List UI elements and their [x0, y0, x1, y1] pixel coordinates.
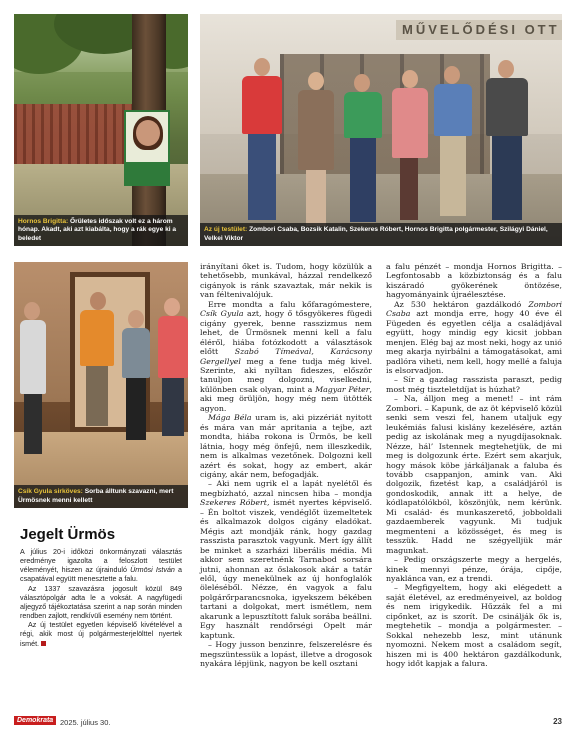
sidebar-paragraph: Az 1337 szavazásra jogosult közül 849 választópolgár adta le a voksát. A nagyfügedi aljegyző tájékoztatása szerint a nap során minden rendben zajlott, rendkívüli esemény nem történt. [20, 584, 182, 621]
caption-label: Az új testület: [204, 226, 248, 234]
article-column-2 [200, 262, 372, 668]
caption-label: Csík Gyula sirköves: [18, 488, 83, 496]
article-paragraph: – Hogy jusson benzinre, felszerelésre és megszüntessük a lopást, illetve a drogosok nyakára lépjünk, nagyon be kell osztani [200, 640, 372, 669]
article-paragraph: – Sír a gazdag rasszista paraszt, pedig most még tiszteletdíjat is húzhat? [386, 375, 562, 394]
article-paragraph: – Megfigyeltem, hogy aki elégedett a saját életével, az eredményeivel, az boldog és nem irigykedik. Hűzzák fel a mi cipőnket, az is szorít. De csinálják ők is, megtehetik – mondja a polgármester. – Sokkal nehezebb lesz, mint utánunk nyomozni. Nekem most a családom segít, hiszen mi is 400 hektáron gazdálkodunk, hogy időt kapjak a falura. [386, 583, 562, 669]
photo-council-group [200, 14, 562, 246]
issue-date: 2025. július 30. [60, 718, 111, 727]
sidebar-box [14, 524, 188, 710]
photo-caption [14, 485, 188, 508]
sidebar-paragraph: Az új testület egyetlen képviselő kivételével a régi, akik most új polgármesterjelölttel nyertek ismét. [20, 621, 182, 648]
caption-text: Zombori Csaba, Bozsik Katalin, Szekeres Róbert, Hornos Brigitta polgármester, Szilágyi Dániel, Velkei Viktor [204, 226, 548, 242]
end-mark-icon [41, 641, 46, 646]
caption-text: Őrületes időszak volt ez a három hónap. Akadt, aki azt kiabálta, hogy a rák egye ki a beledet [18, 217, 177, 242]
sidebar-title: Jegelt Ürmös [20, 526, 116, 543]
article-column-3 [386, 262, 562, 668]
article-paragraph: Erre mondta a falu kőfaragómestere, Csík Gyula azt, hogy ő tősgyökeres fügedi cigány gyerek, benne rasszizmus nem lehet, de Ürmösnek menni kell a falu éléről, hiába fotózkodott a választások előtt Szabó Tímeával, Karácsony Gergellyel meg a fene tudja még kivel. Szerinte, aki nyíltan fideszes, először tanuljon meg dolgozni, viselkedni, különben csak olyan, mint a Magyar Péter, aki meg örüljön, hogy még nem ütötték agyon. [200, 299, 373, 413]
article-paragraph: a falu pénzét – mondja Hornos Brigitta. – Legfontosabb a közbiztonság és a falu kiszáradó gyökerének öntözése, hagyományaink újraélesztése. [386, 262, 562, 300]
article-paragraph: irányítani őket is. Tudom, hogy közülük a tehetősebb, munkával, házzal rendelkező cigányok is ránk szavaztak, már nekik is van féltenivalójuk. [200, 262, 372, 300]
article-paragraph: – Aki nem ugrik el a lapát nyelétől és megbízható, azzal nincsen hiba – mondja Szekeres Róbert, ismét nyertes képviselő. – Én boltot viszek, vendéglőt üzemeltetek és alkalmazok dolgos cigány eladókat. Mégis azt mondják ránk, hogy gazdag rasszista parasztok vagyunk. Mert így állít be minket a szarházi liberális média. Mi akkor sem szeretnénk Tarnabod sorsára jutni, ahonnan az őslakosok akár a tatár elől, úgy menekülnek az új honfoglalók öleléséből. Nézze, én vagyok a falu polgárőrparancsnoka, igyekszem békében tartani a dolgokat, mert ismétlem, nem akarunk a lepusztított faluk sorába beállni. Egy használt rendőrségi Opelt már kaptunk. [200, 479, 372, 640]
sidebar-paragraph: A július 20-i időközi önkormányzati választás eredménye igazolta a feloszlott testület véleményét, hiszen az újrainduló Ürmösi István a csapatával együtt menesztette a falu. [20, 548, 182, 584]
caption-label: Hornos Brigitta: [18, 217, 69, 225]
photo-caption [200, 223, 562, 246]
election-poster [124, 110, 170, 186]
magazine-logo: Demokrata [14, 716, 56, 725]
building-sign: MŰVELŐDÉSI OTT [396, 20, 562, 40]
photo-poster-on-tree [14, 14, 188, 246]
article-paragraph: – Na, álljon meg a menet! – int rám Zombori. – Kapunk, de az öt képviselő közül senki sem veszi fel, hanem utaljuk egy leukémiás falusi kislány kezelésére, aztán pedig az iskolának meg a nyugdíjasoknak. Nézze, hál’ Istennek megtehetjük, de mi meg is dolgozunk érte. Ezért sem akarjuk, hogy mások köbe járkáljanak a faluba és tovább csappanjon, amink van. Aki dolgozik, fizetést kap, a családjáról is gondoskodik, annak itt a helye, de kódlapatólókból, köszönjük, nem kérünk. Mi család- és munkaszerető, jobboldali gazdaemberek vagyunk. Mi tudjuk megmenteni a közösséget, és meg is tesszük. Hadd ne szégyelljük már magunkat. [386, 394, 562, 555]
page-number: 23 [553, 717, 562, 726]
article-paragraph: Az 530 hektáron gazdálkodó Zombori Csaba azt mondja erre, hogy 40 éve él Fügeden és egyetlen célja a családjával együtt, hogy mindig egy kicsit jobban menjen. Elég baj az most neki, hogy az unió meg akarja nyirbálni a támogatásokat, ami padlóra viheti, nem kell, hogy mellé a faluja is elsorvadjon. [386, 299, 562, 375]
photo-voters-doorway [14, 262, 188, 508]
photo-caption [14, 215, 188, 246]
article-paragraph: – Pedig országszerte megy a hergelés, kinek mennyi pénze, órája, cipője, nyaklánca van, ez a trendi. [386, 555, 562, 583]
article-paragraph: Mága Béla uram is, aki pizzériát nyitott és mára van már apritania a tejbe, azt mondta, hiába rokona is Ürmös, be kell látnia, hogy még önfejű, nem illeszkedik, nem is alkalmas vezetőnek. Dolgozni kell azért és sokat, hogy az embert, akár cigány, akár nem, befogadják. [200, 413, 372, 479]
caption-text: Sorba álltunk szavazni, mert Ürmösnek menni kellett [18, 488, 174, 504]
page-footer [14, 716, 562, 730]
